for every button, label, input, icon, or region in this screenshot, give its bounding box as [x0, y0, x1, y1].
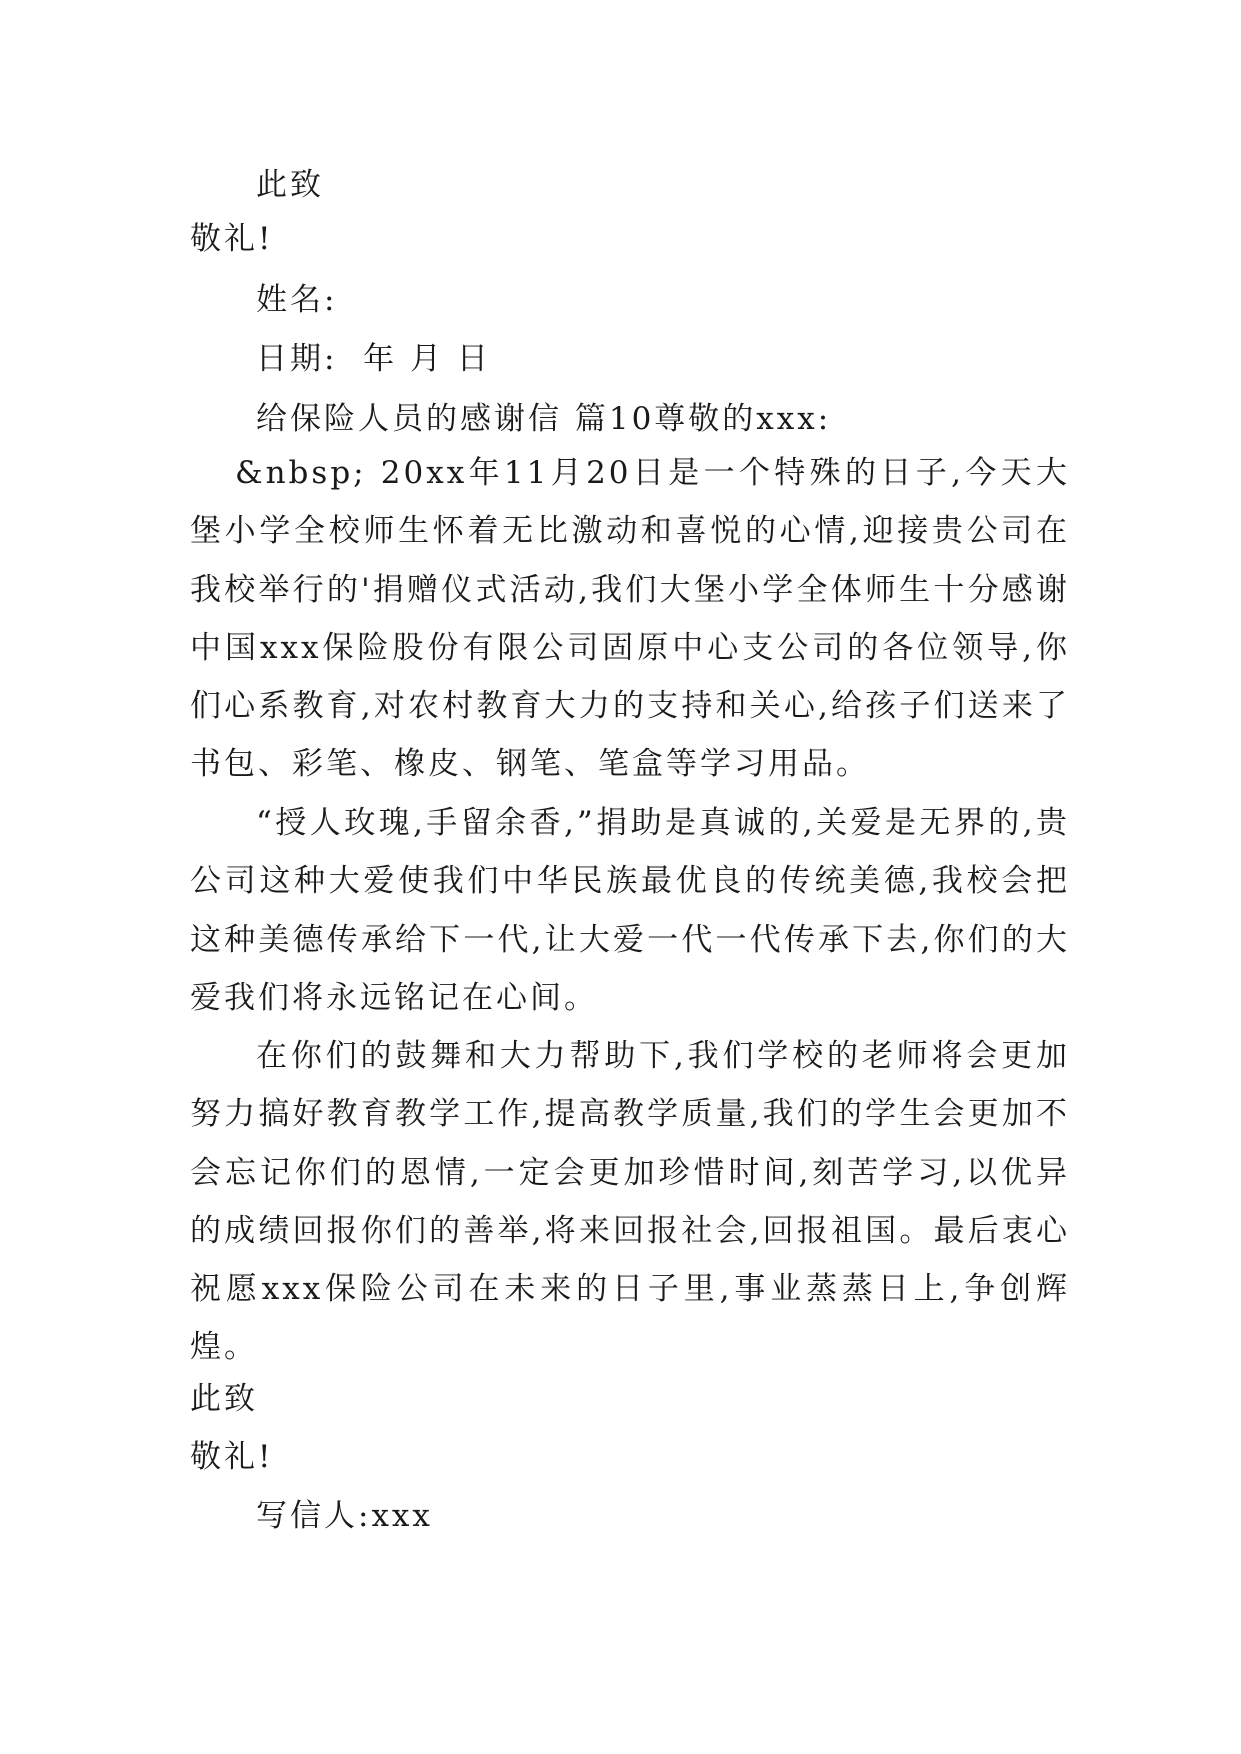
paragraph-2 [190, 794, 1070, 1027]
paragraph-1-text: &nbsp; 20xx年11月20日是一个特殊的日子,今天大堡小学全校师生怀着无比激动和喜悦的心情,迎接贵公司在我校举行的'捐赠仪式活动,我们大堡小学全体师生十分感谢中国xxx保险股份有限公司固原中心支公司的各位领导,你们心系教育,对农村教育大力的支持和关心,给孩子们送来了书包、彩笔、橡皮、钢笔、笔盒等学习用品。 [190, 455, 1070, 783]
paragraph-2-text: “授人玫瑰,手留余香,”捐助是真诚的,关爱是无界的,贵公司这种大爱使我们中华民族最优良的传统美德,我校会把这种美德传承给下一代,让大爱一代一代传承下去,你们的大爱我们将永远铭记在心间。 [190, 805, 1070, 1016]
paragraph-3-text: 在你们的鼓舞和大力帮助下,我们学校的老师将会更加努力搞好教育教学工作,提高教学质量,我们的学生会更加不会忘记你们的恩情,一定会更加珍惜时间,刻苦学习,以优异的成绩回报你们的善举,将来回报社会,回报祖国。最后衷心祝愿xxx保险公司在未来的日子里,事业蒸蒸日上,争创辉煌。 [190, 1038, 1070, 1366]
closing-salutation: 此致 [190, 1381, 258, 1417]
closing-regards: 敬礼! [190, 1439, 274, 1475]
closing-regards-top: 敬礼! [190, 221, 274, 257]
paragraph-3 [190, 1027, 1070, 1377]
letter-heading: 给保险人员的感谢信 篇10尊敬的xxx: [256, 401, 832, 437]
name-label: 姓名: [256, 282, 338, 318]
writer-signature: 写信人:xxx [256, 1498, 433, 1534]
closing-salutation-top: 此致 [256, 167, 324, 203]
date-label: 日期: 年 月 日 [256, 341, 491, 377]
paragraph-1 [190, 444, 1070, 794]
